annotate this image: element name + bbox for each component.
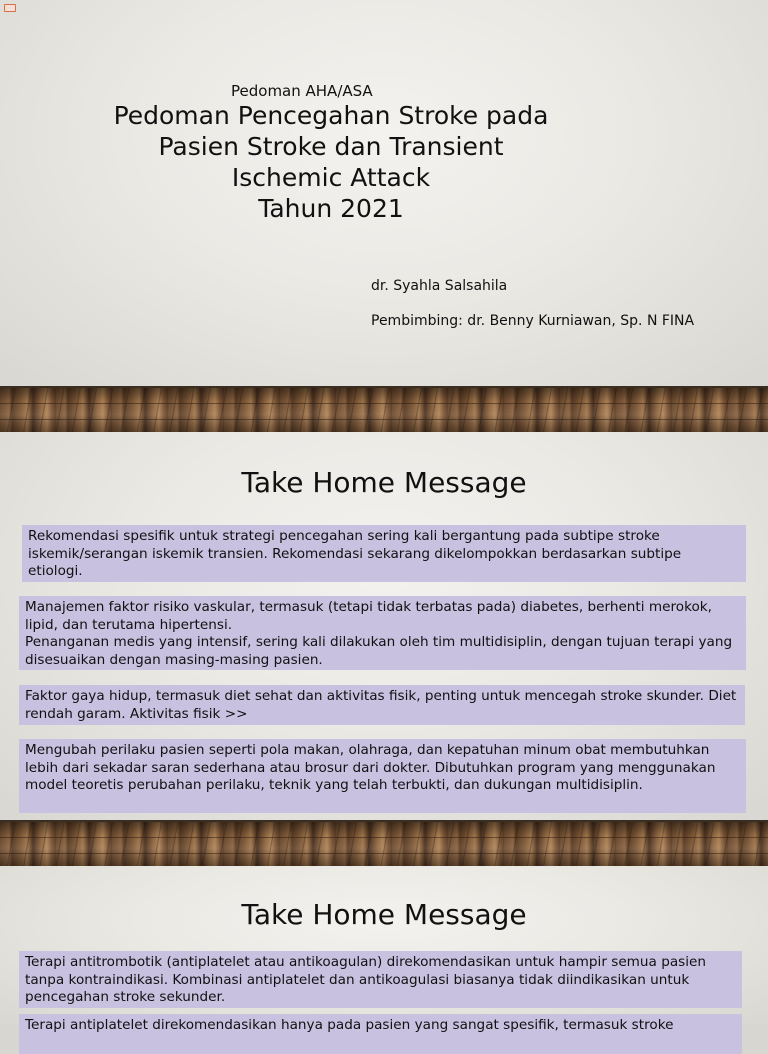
message-box: [22, 525, 746, 582]
message-box: [19, 1014, 742, 1054]
take-home-slide-2: [0, 866, 768, 1033]
mentor-name: Pembimbing: dr. Benny Kurniawan, Sp. N FINA: [371, 313, 695, 329]
author-name: dr. Syahla Salsahila: [371, 278, 508, 294]
message-box: [19, 596, 746, 670]
take-home-slide-1: [0, 432, 768, 820]
pretitle: Pedoman AHA/ASA: [231, 82, 373, 100]
wood-floor-divider: [0, 820, 768, 866]
message-text: Terapi antiplatelet direkomendasikan hanya pada pasien yang sangat spesifik, termasuk stroke: [25, 1017, 674, 1033]
message-text: Rekomendasi spesifik untuk strategi pencegahan sering kali bergantung pada subtipe stroke iskemik/serangan iskemik transien. Rekomendasi sekarang dikelompokkan berdasarkan subtipe etiologi.: [28, 528, 682, 579]
message-text: Faktor gaya hidup, termasuk diet sehat dan aktivitas fisik, penting untuk mencegah stroke skunder. Diet rendah garam. Aktivitas fisik >>: [25, 688, 737, 722]
title-line: Pedoman Pencegahan Stroke pada: [113, 101, 549, 130]
message-text: Penanganan medis yang intensif, sering kali dilakukan oleh tim multidisiplin, dengan tujuan terapi yang disesuaikan dengan masing-masing pasien.: [25, 634, 733, 668]
slide-heading: Take Home Message: [241, 898, 527, 931]
message-box: [19, 951, 742, 1008]
wood-floor-divider: [0, 386, 768, 432]
slide-title: [90, 100, 572, 224]
title-line: Tahun 2021: [258, 194, 404, 223]
title-line: Ischemic Attack: [231, 163, 431, 192]
message-text: Manajemen faktor risiko vaskular, termasuk (tetapi tidak terbatas pada) diabetes, berhenti merokok, lipid, dan terutama hipertensi.: [25, 599, 712, 633]
message-box: [19, 739, 746, 813]
message-box: [19, 685, 745, 725]
message-text: Terapi antitrombotik (antiplatelet atau antikoagulan) direkomendasikan untuk hampir semua pasien tanpa kontraindikasi. Kombinasi antiplatelet dan antikoagulasi biasanya tidak diindikasikan untuk pencegahan stroke sekunder.: [25, 954, 706, 1005]
slide-heading: Take Home Message: [241, 466, 527, 499]
slide-thumbnail-icon[interactable]: [4, 4, 16, 12]
title-line: Pasien Stroke dan Transient: [158, 132, 504, 161]
title-slide: [0, 0, 768, 386]
message-text: Mengubah perilaku pasien seperti pola makan, olahraga, dan kepatuhan minum obat membutuhkan lebih dari sekadar saran sederhana atau brosur dari dokter. Dibutuhkan program yang menggunakan model teoretis perubahan perilaku, teknik yang telah terbukti, dan dukungan multidisiplin.: [25, 742, 716, 793]
